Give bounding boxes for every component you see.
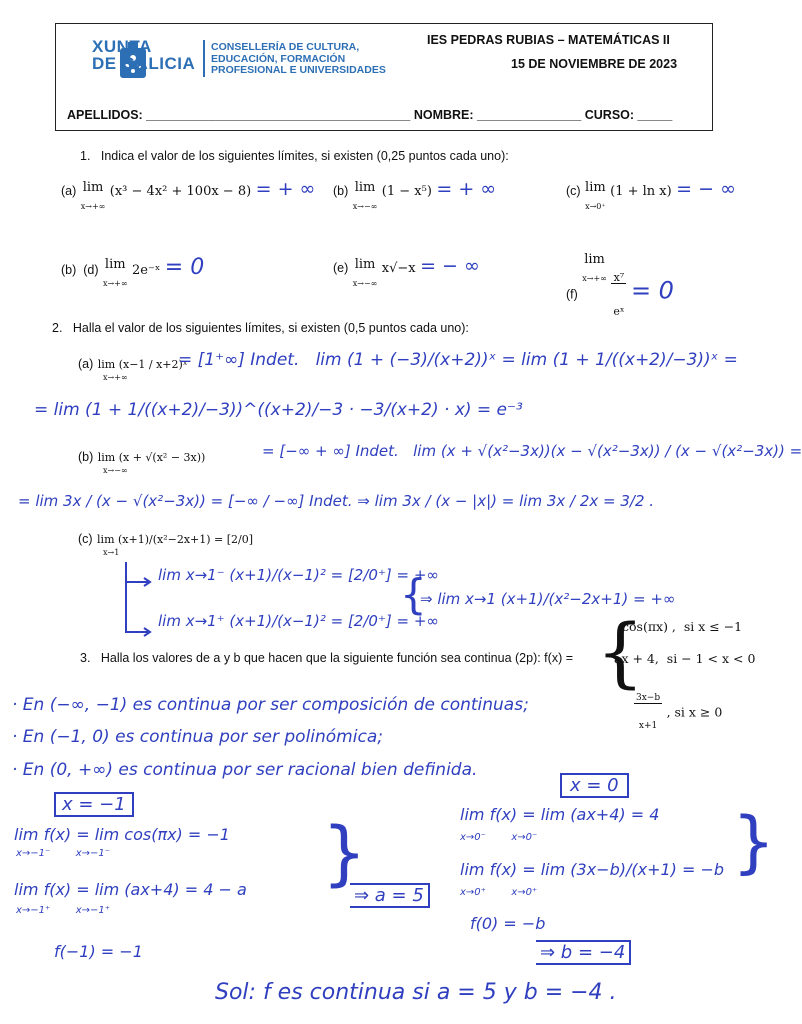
numerator: x⁷ xyxy=(611,272,626,284)
q1b-expr: (1 − x⁵) xyxy=(381,184,432,199)
q1f-fraction xyxy=(611,250,626,339)
q2c-work2: lim x→1⁺ (x+1)/(x−1)² = [2/0⁺] = +∞ xyxy=(158,612,439,630)
right-brace: } xyxy=(732,803,776,882)
q2c-expr: lim (x+1)/(x²−2x+1) = [2/0] xyxy=(97,533,254,546)
q1f-label: (f) xyxy=(566,287,578,302)
lim-block xyxy=(353,178,378,214)
q2a-work2: = lim (1 + 1/((x+2)/−3))^((x+2)/−3 · −3/(x+2) · x) = e⁻³ xyxy=(34,400,523,420)
lim: lim xyxy=(584,252,605,267)
piece2: ax + 4, si − 1 < x < 0 xyxy=(614,651,756,666)
left-work2: lim f(x) = lim (ax+4) = 4 − a xyxy=(14,880,247,899)
conselleria-text xyxy=(211,42,386,77)
right-work1: lim f(x) = lim (ax+4) = 4 xyxy=(460,805,660,824)
q1e-expr: x√−x xyxy=(381,261,416,276)
right-sub1: x→0⁻ x→0⁻ xyxy=(460,832,538,843)
lim-block xyxy=(81,178,106,214)
q2c-work3: ⇒ lim x→1 (x+1)/(x²−2x+1) = +∞ xyxy=(420,590,676,608)
lim-block xyxy=(582,250,607,286)
right-sub2: x→0⁺ x→0⁺ xyxy=(460,887,538,898)
q2b-expr: lim (x + √(x² − 3x)) xyxy=(97,451,206,464)
exam-date: 15 DE NOVIEMBRE DE 2023 xyxy=(511,57,678,71)
lim: lim xyxy=(82,180,104,195)
piecewise-brace: { xyxy=(596,607,645,696)
q1a-expr: (x³ − 4x² + 100x − 8) xyxy=(109,184,252,199)
numerator: 3x−b xyxy=(636,693,661,703)
lim-sub: x→+∞ xyxy=(102,279,128,288)
conselleria-line: CONSELLERÍA DE CULTURA, xyxy=(211,41,360,53)
lim-block xyxy=(585,178,606,214)
lim: lim xyxy=(104,257,126,272)
q2-statement: 2. Halla el valor de los siguientes límites, si existen (0,5 puntos cada uno): xyxy=(52,321,469,335)
q1c-label: (c) xyxy=(566,184,581,198)
right-work3: f(0) = −b xyxy=(470,914,546,933)
q1a-answer: = + ∞ xyxy=(255,178,316,200)
lim-block xyxy=(353,255,378,291)
left-work1: lim f(x) = lim cos(πx) = −1 xyxy=(14,825,230,844)
q1c-expr: (1 + ln x) xyxy=(610,184,672,199)
final-solution: Sol: f es continua si a = 5 y b = −4 . xyxy=(215,980,617,1005)
lim-sub: x→−∞ xyxy=(352,279,378,288)
q1e-answer: = − ∞ xyxy=(420,255,480,277)
q1d-label: (b) (d) xyxy=(61,263,99,277)
left-sub1: x→−1⁻ x→−1⁻ xyxy=(16,848,111,859)
q2b-work1: = [−∞ + ∞] Indet. lim (x + √(x²−3x))(x − √(x²−3x)) / (x − √(x²−3x)) = xyxy=(262,442,802,460)
logo-text xyxy=(92,38,195,72)
q3-hw3: · En (0, +∞) es continua por ser racional bien definida. xyxy=(12,760,478,780)
box-x-0: x = 0 xyxy=(560,773,629,798)
q2a-label: (a) xyxy=(78,357,94,371)
logo-divider xyxy=(203,40,205,77)
denominator: eˣ xyxy=(613,305,625,318)
lim-sub: x→+∞ xyxy=(582,274,607,283)
q3-statement: 3. Halla los valores de a y b que hacen que la siguiente función sea continua (2p): f(x) = xyxy=(80,651,574,665)
q2a-printed xyxy=(78,355,187,382)
q1f-answer: = 0 xyxy=(630,276,674,305)
q2a-sub: x→+∞ xyxy=(103,373,128,382)
q2a-work1: = [1⁺∞] Indet. lim (1 + (−3)/(x+2))ˣ = lim (1 + 1/((x+2)/−3))ˣ = xyxy=(178,350,738,370)
lim-block xyxy=(103,255,128,291)
q1a-label: (a) xyxy=(61,184,77,198)
branch-arrows-icon xyxy=(118,560,158,640)
q1d-answer: = 0 xyxy=(164,255,205,280)
lim: lim xyxy=(354,180,376,195)
q2b-sub: x→−∞ xyxy=(103,466,128,475)
lim-sub: x→−∞ xyxy=(352,202,378,211)
lim: lim xyxy=(585,180,606,195)
left-work3: f(−1) = −1 xyxy=(54,942,143,961)
a-result: ⇒ a = 5 xyxy=(350,883,430,908)
left-brace: } xyxy=(322,812,367,894)
school-title: IES PEDRAS RUBIAS – MATEMÁTICAS II xyxy=(427,33,670,47)
student-fields: APELLIDOS: ______________________________________ NOMBRE: _______________ CURSO: _____ xyxy=(67,108,673,122)
logo-line1: XUNTA xyxy=(92,37,152,56)
q2c-work1: lim x→1⁻ (x+1)/(x−1)² = [2/0⁺] = +∞ xyxy=(158,566,439,584)
q1-statement: 1. Indica el valor de los siguientes límites, si existen (0,25 puntos cada uno): xyxy=(80,149,509,163)
lim-sub: x→+∞ xyxy=(80,202,106,211)
q2c-sub: x→1 xyxy=(103,548,120,557)
lim-sub: x→0⁺ xyxy=(585,202,606,211)
q2b-work2: = lim 3x / (x − √(x²−3x)) = [−∞ / −∞] Indet. ⇒ lim 3x / (x − |x|) = lim 3x / 2x = 3/2 . xyxy=(18,492,655,510)
q1a xyxy=(61,178,315,214)
q1d-expr: 2e⁻ˣ xyxy=(132,263,161,278)
lim: lim xyxy=(354,257,376,272)
q1b xyxy=(333,178,496,214)
q2b-label: (b) xyxy=(78,450,94,464)
denominator: x+1 xyxy=(638,721,658,731)
piece1: cos(πx) , si x ≤ −1 xyxy=(622,619,743,634)
q2c-printed xyxy=(78,530,253,557)
conselleria-line: PROFESIONAL E UNIVERSIDADES xyxy=(211,64,386,76)
q1e-label: (e) xyxy=(333,261,349,275)
q1b-answer: = + ∞ xyxy=(436,178,497,200)
b-result: ⇒ b = −4 xyxy=(536,940,631,965)
q1c-answer: = − ∞ xyxy=(676,178,736,200)
q2c-brace: { xyxy=(400,570,427,619)
q2a-expr: lim (x−1 / x+2)ˣ xyxy=(97,358,188,371)
right-work2: lim f(x) = lim (3x−b)/(x+1) = −b xyxy=(460,860,725,879)
q3-hw1: · En (−∞, −1) es continua por ser composición de continuas; xyxy=(12,695,529,715)
q1f xyxy=(566,250,674,339)
q1d xyxy=(61,255,204,291)
logo-line2: DE GALICIA xyxy=(92,54,196,73)
q3-hw2: · En (−1, 0) es continua por ser polinómica; xyxy=(12,727,383,747)
conselleria-line: EDUCACIÓN, FORMACIÓN xyxy=(211,52,346,65)
box-x-minus-1: x = −1 xyxy=(54,792,134,817)
q1c xyxy=(566,178,736,214)
left-sub2: x→−1⁺ x→−1⁺ xyxy=(16,905,111,916)
q1e xyxy=(333,255,480,291)
piece3-fraction xyxy=(634,676,662,749)
q2b-printed xyxy=(78,448,205,475)
piece3 xyxy=(634,676,722,749)
piece3-cond: , si x ≥ 0 xyxy=(666,704,723,720)
q2c-label: (c) xyxy=(78,532,93,546)
q1b-label: (b) xyxy=(333,184,349,198)
